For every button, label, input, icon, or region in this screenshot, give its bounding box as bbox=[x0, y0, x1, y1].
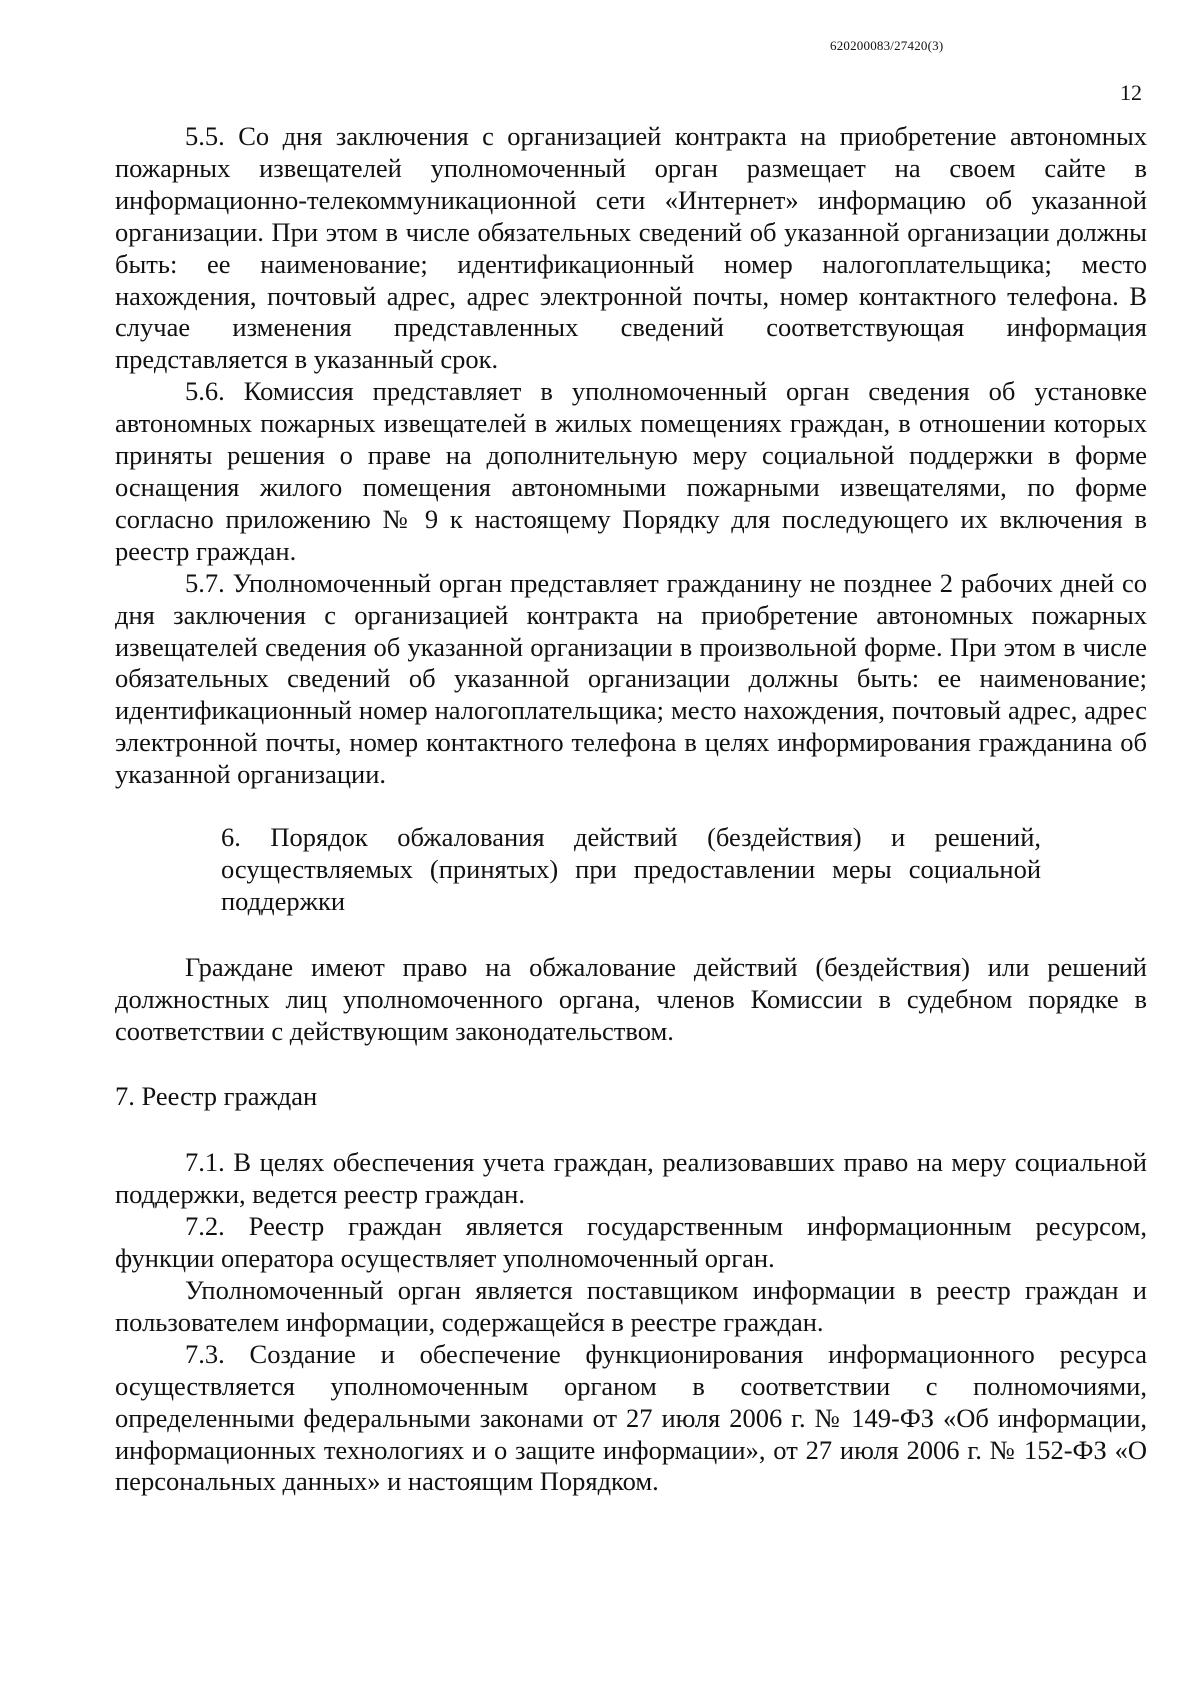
document-body bbox=[115, 121, 1147, 1498]
paragraph-6: Граждане имеют право на обжалование действий (бездействия) или решений должностных лиц уполномоченного органа, членов Комиссии в судебном порядке в соответствии с действующим законодательством. bbox=[115, 951, 1147, 1046]
paragraph-7-2-continued: Уполномоченный орган является поставщиком информации в реестр граждан и пользователем информации, содержащейся в реестре граждан. bbox=[115, 1275, 1147, 1337]
page-number: 12 bbox=[1120, 80, 1142, 105]
section-heading-6: 6. Порядок обжалования действий (бездействия) и решений, осуществляемых (принятых) при предоставлении меры социальной поддержки bbox=[221, 822, 1041, 916]
paragraph-5-6: 5.6. Комиссия представляет в уполномоченный орган сведения об установке автономных пожарных извещателей в жилых помещениях граждан, в отношении которых приняты решения о праве на дополнительную меру социальной поддержки в форме оснащения жилого помещения автономными пожарными извещателями, по форме согласно приложению № 9 к настоящему Порядку для последующего их включения в реестр граждан. bbox=[115, 376, 1147, 566]
paragraph-7-2: 7.2. Реестр граждан является государственным информационным ресурсом, функции оператора осуществляет уполномоченный орган. bbox=[115, 1211, 1147, 1274]
paragraph-5-7: 5.7. Уполномоченный орган представляет гражданину не позднее 2 рабочих дней со дня заключения с организацией контракта на приобретение автономных пожарных извещателей сведения об указанной организации в произвольной форме. При этом в числе обязательных сведений об указанной организации должны быть: ее наименование; идентификационный номер налогоплательщика; место нахождения, почтовый адрес, адрес электронной почты, номер контактного телефона в целях информирования гражданина об указанной организации. bbox=[115, 567, 1147, 790]
paragraph-5-5: 5.5. Со дня заключения с организацией контракта на приобретение автономных пожарных извещателей уполномоченный орган размещает на своем сайте в информационно-телекоммуникационной сети «Интернет» информацию об указанной организации. При этом в числе обязательных сведений об указанной организации должны быть: ее наименование; идентификационный номер налогоплательщика; место нахождения, почтовый адрес, адрес электронной почты, номер контактного телефона. В случае изменения представленных сведений соответствующая информация представляется в указанный срок. bbox=[115, 121, 1147, 375]
document-code: 620200083/27420(3) bbox=[830, 38, 944, 53]
paragraph-7-3: 7.3. Создание и обеспечение функционирования информационного ресурса осуществляется уполномоченным органом в соответствии с полномочиями, определенными федеральными законами от 27 июля 2006 г. № 149-ФЗ «Об информации, информационных технологиях и о защите информации», от 27 июля 2006 г. № 152-ФЗ «О персональных данных» и настоящим Порядком. bbox=[115, 1338, 1147, 1497]
section-heading-7: 7. Реестр граждан bbox=[115, 1081, 318, 1112]
paragraph-7-1: 7.1. В целях обеспечения учета граждан, реализовавших право на меру социальной поддержки, ведется реестр граждан. bbox=[115, 1147, 1147, 1210]
